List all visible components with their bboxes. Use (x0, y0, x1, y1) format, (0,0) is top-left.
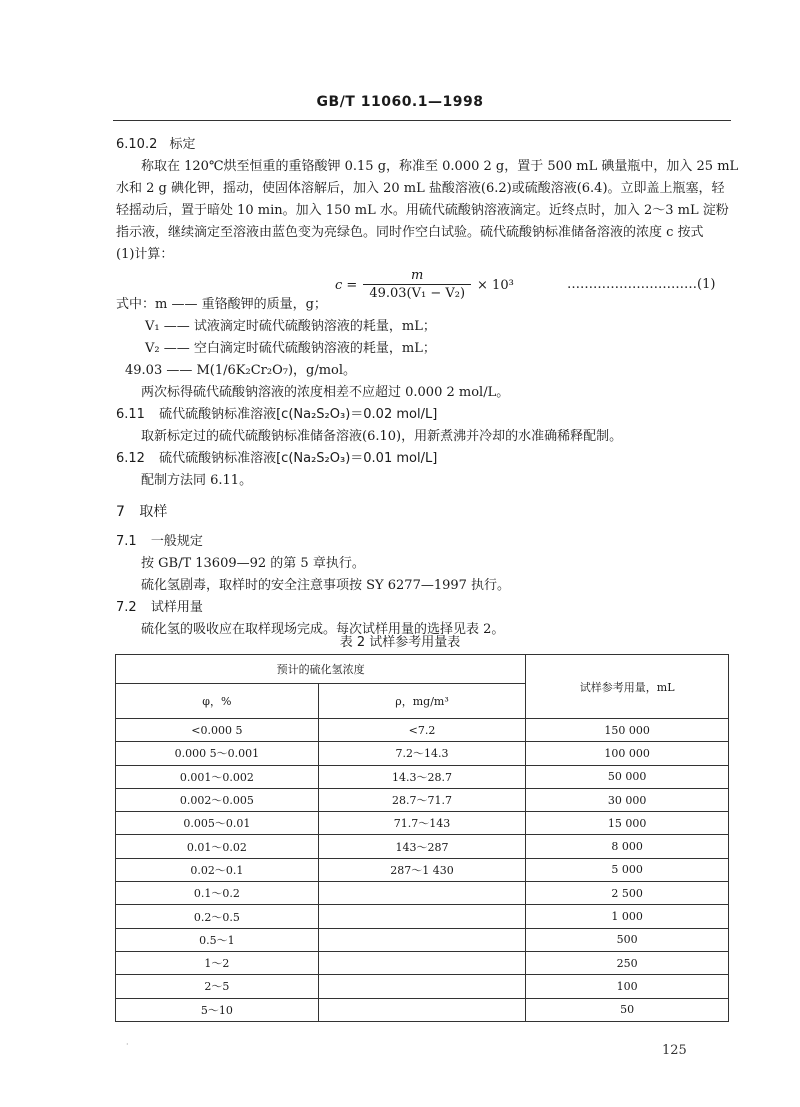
heading-text: 一般规定 (150, 534, 203, 549)
paragraph-line: 水和 2 g 碘化钾，摇动，使固体溶解后，加入 20 mL 盐酸溶液(6.2)或硫酸溶液(6.4)。立即盖上瓶塞，轻 (116, 181, 725, 196)
heading-number: 7.2 (116, 600, 137, 615)
cell-rho: 7.2～14.3 (318, 742, 526, 765)
table-row (116, 998, 729, 1021)
cell-phi: 0.01～0.02 (116, 835, 319, 858)
heading-number: 7 (116, 504, 125, 520)
cell-phi: 0.001～0.002 (116, 765, 319, 788)
heading-6-11 (116, 406, 437, 424)
table-row (116, 812, 729, 835)
cell-volume: 15 000 (526, 812, 729, 835)
page-number: 125 (662, 1043, 687, 1058)
formula-numerator: m (411, 268, 424, 283)
table-header-volume: 试样参考用量，mL (526, 655, 729, 719)
cell-rho: 143～287 (318, 835, 526, 858)
heading-7-1 (116, 533, 203, 551)
where-line: V₂ —— 空白滴定时硫代硫酸钠溶液的耗量，mL； (145, 341, 436, 356)
cell-volume: 250 (526, 951, 729, 974)
table-row (116, 858, 729, 881)
cell-phi: 2～5 (116, 975, 319, 998)
cell-volume: 8 000 (526, 835, 729, 858)
table-row (116, 951, 729, 974)
cell-rho (318, 928, 526, 951)
cell-phi: 0.005～0.01 (116, 812, 319, 835)
paragraph-line: 指示液，继续滴定至溶液由蓝色变为亮绿色。同时作空白试验。硫代硫酸钠标准储备溶液的浓度 c 按式 (116, 225, 704, 240)
where-line: V₁ —— 试液滴定时硫代硫酸钠溶液的耗量，mL； (145, 319, 436, 334)
paragraph-line: 按 GB/T 13609—92 的第 5 章执行。 (141, 556, 365, 571)
heading-7-2 (116, 599, 203, 617)
page-header-title: GB/T 11060.1—1998 (316, 94, 484, 110)
table-header-phi: φ，% (116, 684, 319, 719)
cell-phi: 0.000 5～0.001 (116, 742, 319, 765)
cell-volume: 50 (526, 998, 729, 1021)
formula-fraction (363, 268, 471, 302)
paragraph-line: 配制方法同 6.11。 (141, 473, 253, 488)
heading-text: 取样 (139, 504, 168, 520)
heading-6-10-2 (116, 136, 196, 154)
sample-volume-table (115, 654, 729, 1022)
table-group-header: 预计的硫化氢浓度 (116, 655, 526, 684)
heading-text: 试样用量 (150, 600, 203, 615)
equation-number: …………………………(1) (567, 277, 716, 292)
heading-text: 硫代硫酸钠标准溶液[c(Na₂S₂O₃)＝0.01 mol/L] (159, 451, 438, 466)
heading-number: 6.10.2 (116, 137, 158, 152)
formula-multiplier: × 10³ (477, 277, 514, 293)
formula-lhs: c = (335, 277, 358, 293)
cell-phi: 0.2～0.5 (116, 905, 319, 928)
cell-rho: <7.2 (318, 719, 526, 742)
cell-phi: 0.5～1 (116, 928, 319, 951)
table-row (116, 835, 729, 858)
cell-rho (318, 905, 526, 928)
paragraph-line: 两次标得硫代硫酸钠溶液的浓度相差不应超过 0.000 2 mol/L。 (141, 385, 510, 400)
paragraph-line: 称取在 120℃烘至恒重的重铬酸钾 0.15 g，称准至 0.000 2 g，置于 500 mL 碘量瓶中，加入 25 mL (141, 159, 739, 174)
table-row (116, 975, 729, 998)
cell-rho: 287～1 430 (318, 858, 526, 881)
paragraph-line: (1)计算： (116, 247, 174, 262)
table-row (116, 719, 729, 742)
table-row (116, 928, 729, 951)
cell-volume: 1 000 (526, 905, 729, 928)
formula-denominator: 49.03(V₁ − V₂) (363, 284, 471, 302)
cell-volume: 5 000 (526, 858, 729, 881)
header-rule (113, 120, 731, 121)
cell-rho: 71.7～143 (318, 812, 526, 835)
cell-rho: 28.7～71.7 (318, 788, 526, 811)
formula-1 (335, 268, 514, 302)
paragraph-line: 硫化氢的吸收应在取样现场完成。每次试样用量的选择见表 2。 (141, 622, 505, 637)
table-caption: 表 2 试样参考用量表 (339, 635, 461, 650)
cell-phi: 0.002～0.005 (116, 788, 319, 811)
cell-volume: 2 500 (526, 882, 729, 905)
cell-volume: 500 (526, 928, 729, 951)
cell-phi: 5～10 (116, 998, 319, 1021)
cell-volume: 30 000 (526, 788, 729, 811)
cell-phi: <0.000 5 (116, 719, 319, 742)
cell-volume: 50 000 (526, 765, 729, 788)
table-row (116, 905, 729, 928)
cell-phi: 0.02～0.1 (116, 858, 319, 881)
table-row (116, 765, 729, 788)
paragraph-line: 硫化氢剧毒，取样时的安全注意事项按 SY 6277—1997 执行。 (141, 578, 511, 593)
cell-rho (318, 998, 526, 1021)
cell-rho (318, 882, 526, 905)
table-body (116, 719, 729, 1022)
table-row (116, 788, 729, 811)
heading-number: 7.1 (116, 534, 137, 549)
heading-number: 6.11 (116, 407, 145, 422)
cell-rho (318, 975, 526, 998)
where-line: 49.03 —— M(1/6K₂Cr₂O₇)，g/mol。 (125, 363, 357, 378)
cell-phi: 0.1～0.2 (116, 882, 319, 905)
heading-7 (116, 503, 167, 521)
heading-6-12 (116, 450, 437, 468)
cell-rho (318, 951, 526, 974)
where-line: 式中：m —— 重铬酸钾的质量，g； (116, 297, 327, 312)
table-row (116, 882, 729, 905)
cell-phi: 1～2 (116, 951, 319, 974)
paragraph-line: 轻摇动后，置于暗处 10 min。加入 150 mL 水。用硫代硫酸钠溶液滴定。近终点时，加入 2～3 mL 淀粉 (116, 203, 729, 218)
heading-text: 硫代硫酸钠标准溶液[c(Na₂S₂O₃)＝0.02 mol/L] (159, 407, 438, 422)
paragraph-line: 取新标定过的硫代硫酸钠标准储备溶液(6.10)，用新煮沸并冷却的水准确稀释配制。 (141, 429, 623, 444)
cell-volume: 100 000 (526, 742, 729, 765)
heading-text: 标定 (169, 137, 196, 152)
cell-volume: 100 (526, 975, 729, 998)
table-header-rho: ρ，mg/m³ (318, 684, 526, 719)
heading-number: 6.12 (116, 451, 145, 466)
cell-volume: 150 000 (526, 719, 729, 742)
page-mark: · (126, 1040, 129, 1049)
table-row (116, 742, 729, 765)
cell-rho: 14.3～28.7 (318, 765, 526, 788)
